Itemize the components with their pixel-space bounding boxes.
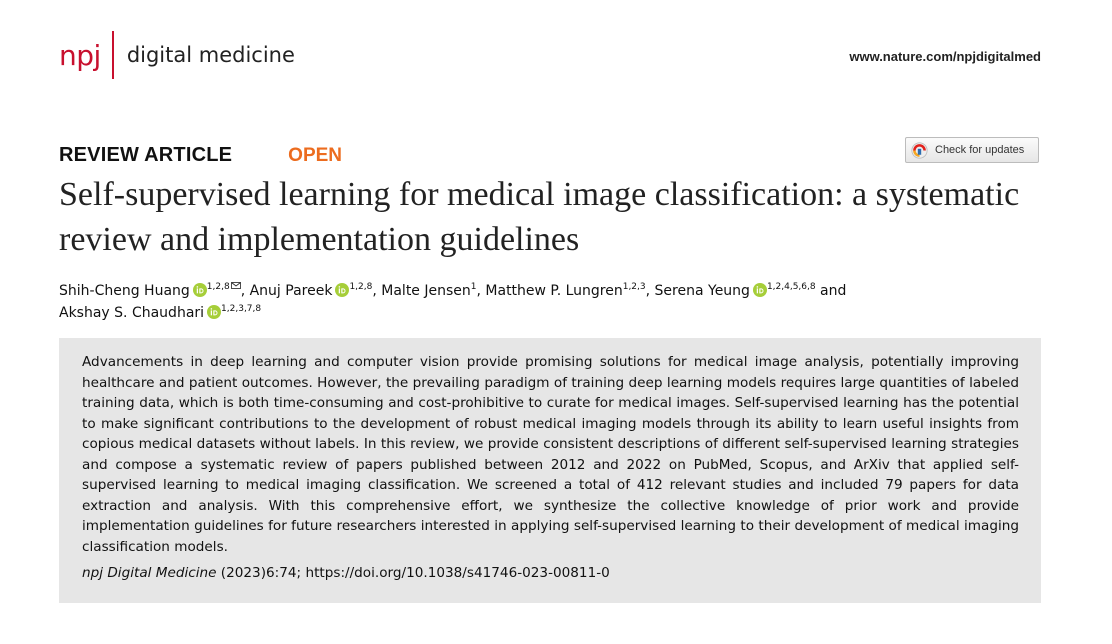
author-name[interactable]: Akshay S. Chaudhari xyxy=(59,305,205,321)
author-name[interactable]: Shih-Cheng Huang xyxy=(59,283,190,299)
affiliation-numbers: 1,2,3,7,8 xyxy=(221,304,262,314)
author xyxy=(381,283,476,299)
citation-details: (2023)6:74 xyxy=(216,565,297,581)
author xyxy=(59,283,241,299)
author-and: and xyxy=(815,283,847,299)
author-separator: , xyxy=(240,283,250,299)
author xyxy=(655,283,816,299)
affiliation-numbers: 1,2,8 xyxy=(349,282,373,292)
journal-prefix: npj xyxy=(59,38,101,72)
author-name[interactable]: Serena Yeung xyxy=(654,283,750,299)
article-title: Self-supervised learning for medical image classification: a systematic review and implementation guidelines xyxy=(59,176,1020,258)
site-url-link[interactable]: www.nature.com/npjdigitalmed xyxy=(849,49,1041,64)
orcid-icon[interactable] xyxy=(335,282,349,296)
orcid-icon[interactable] xyxy=(207,304,221,318)
author-name[interactable]: Matthew P. Lungren xyxy=(485,283,623,299)
abstract-text: Advancements in deep learning and computer vision provide promising solutions for medical image analysis, potentially improving healthcare and patient outcomes. However, the prevailing paradigm of training deep learning models requires large quantities of labeled training data, which is both time-consuming and cost-prohibitive to curate for medical images. Self-supervised learning has the potential to make significant contributions to the development of robust medical imaging models through its ability to learn useful insights from copious medical datasets without labels. In this review, we provide consistent descriptions of different self-supervised learning strategies and compose a systematic review of papers published between 2012 and 2022 on PubMed, Scopus, and ArXiv that applied self-supervised learning to medical imaging classification. We screened a total of 412 relevant studies and included 79 papers for data extraction and analysis. With this comprehensive effort, we synthesize the collective knowledge of prior work and provide implementation guidelines for future researchers interested in applying self-supervised learning to their development of medical imaging classification models. xyxy=(82,354,1019,555)
author-name[interactable]: Malte Jensen xyxy=(381,283,471,299)
orcid-icon[interactable] xyxy=(753,282,767,296)
orcid-icon[interactable] xyxy=(193,282,207,296)
affiliation-numbers: 1,2,4,5,6,8 xyxy=(766,282,816,292)
open-access-label: OPEN xyxy=(288,145,343,166)
author-separator: , xyxy=(476,283,486,299)
citation-separator: ; xyxy=(296,565,306,581)
citation-journal: npj Digital Medicine xyxy=(82,565,217,581)
author-separator: , xyxy=(372,283,382,299)
journal-name: digital medicine xyxy=(126,43,295,67)
check-for-updates-label: Check for updates xyxy=(935,144,1025,156)
author-separator: , xyxy=(645,283,655,299)
abstract-panel xyxy=(59,338,1041,603)
author-list xyxy=(59,274,1039,324)
author-name[interactable]: Anuj Pareek xyxy=(249,283,333,299)
author xyxy=(485,283,645,299)
author xyxy=(250,283,373,299)
article-type: REVIEW ARTICLE xyxy=(59,144,233,166)
affiliation-numbers: 1,2,3 xyxy=(622,282,646,292)
article-labels xyxy=(59,144,342,167)
affiliation-numbers: 1,2,8 xyxy=(206,282,230,292)
citation xyxy=(82,565,1019,581)
email-icon[interactable] xyxy=(231,274,241,281)
check-for-updates-button[interactable] xyxy=(905,137,1039,163)
doi-link[interactable]: https://doi.org/10.1038/s41746-023-00811-0 xyxy=(305,565,610,581)
check-updates-icon xyxy=(911,142,928,159)
affiliation-numbers: 1 xyxy=(470,282,477,292)
logo-divider xyxy=(112,31,114,79)
author xyxy=(59,305,261,321)
journal-logo[interactable] xyxy=(59,30,295,80)
